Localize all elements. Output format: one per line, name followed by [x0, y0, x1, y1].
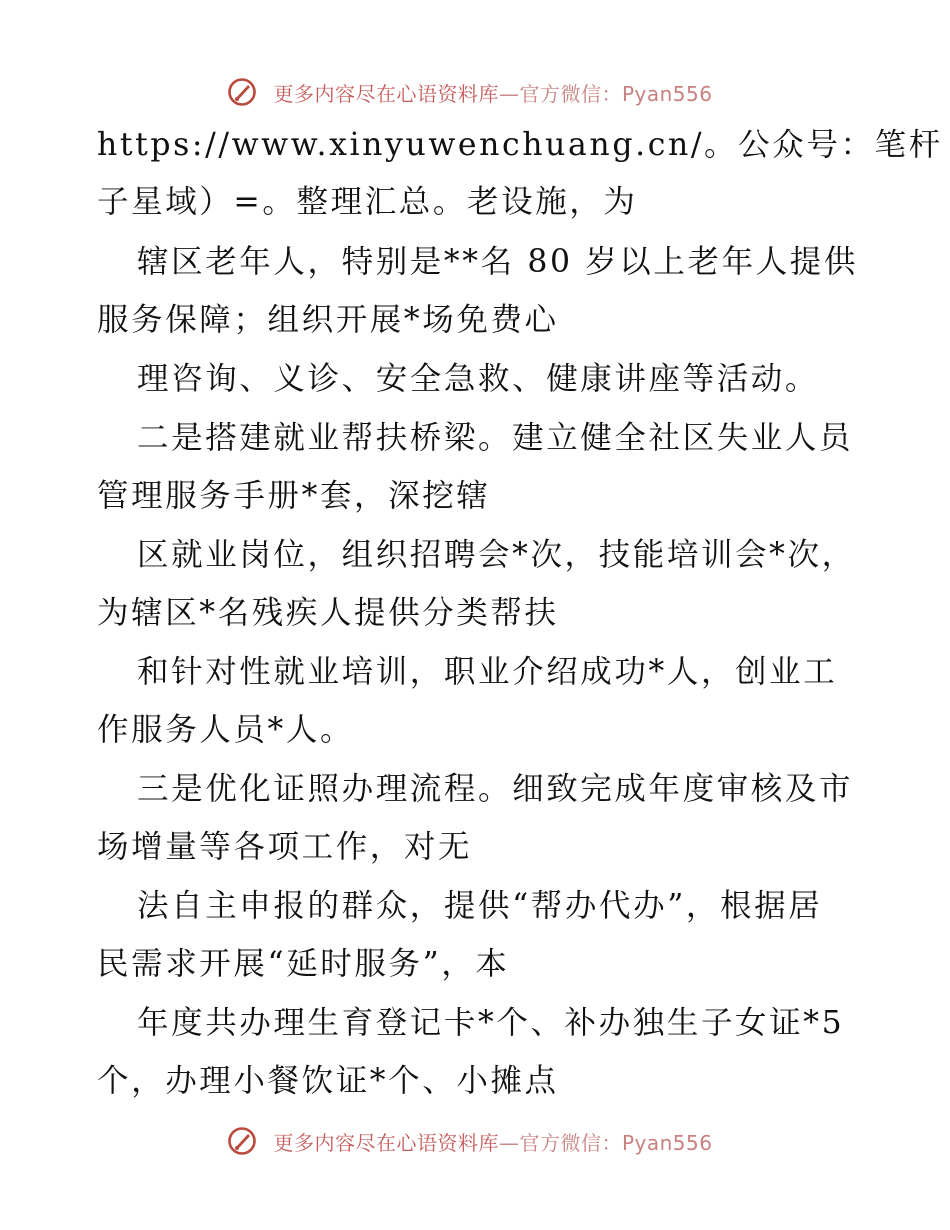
body-line: 二是搭建就业帮扶桥梁。建立健全社区失业人员	[137, 420, 854, 456]
footer-banner-wechat: 官方微信：Pyan556	[519, 1130, 713, 1155]
header-banner-separator: —	[498, 81, 520, 106]
footer-banner-main: 更多内容尽在心语资料库	[273, 1130, 499, 1155]
body-line: 民需求开展“延时服务”，本	[97, 946, 510, 982]
body-line: 区就业岗位，组织招聘会*次，技能培训会*次，	[137, 537, 856, 573]
header-banner	[0, 72, 950, 112]
footer-banner-text	[273, 1127, 712, 1156]
pen-nib-logo-icon	[227, 77, 257, 107]
body-line: 三是优化证照办理流程。细致完成年度审核及市	[137, 771, 854, 807]
body-line: 为辖区*名残疾人提供分类帮扶	[97, 595, 559, 631]
body-line: 辖区老年人，特别是**名 80 岁以上老年人提供	[137, 244, 859, 280]
body-line: 法自主申报的群众，提供“帮办代办”，根据居	[137, 888, 823, 924]
header-banner-main: 更多内容尽在心语资料库	[273, 81, 499, 106]
header-banner-wechat: 官方微信：Pyan556	[519, 81, 713, 106]
body-line: 理咨询、义诊、安全急救、健康讲座等活动。	[137, 361, 820, 397]
body-line: 服务保障；组织开展*场免费心	[97, 302, 559, 338]
body-line: 子星域）=。整理汇总。老设施，为	[97, 184, 638, 220]
body-line: 和针对性就业培训，职业介绍成功*人，创业工	[137, 654, 838, 690]
body-line: 作服务人员*人。	[97, 712, 355, 748]
footer-banner-separator: —	[498, 1130, 520, 1155]
pen-nib-logo-icon	[227, 1126, 257, 1156]
body-line: 年度共办理生育登记卡*个、补办独生子女证*5	[137, 1005, 845, 1041]
body-line: 场增量等各项工作，对无	[97, 829, 473, 865]
body-line: https://www.xinyuwenchuang.cn/。公众号：笔杆	[97, 127, 943, 163]
header-banner-text	[273, 78, 712, 107]
footer-banner	[0, 1121, 950, 1161]
body-line: 个，办理小餐饮证*个、小摊点	[97, 1063, 559, 1099]
body-line: 管理服务手册*套，深挖辖	[97, 478, 491, 514]
